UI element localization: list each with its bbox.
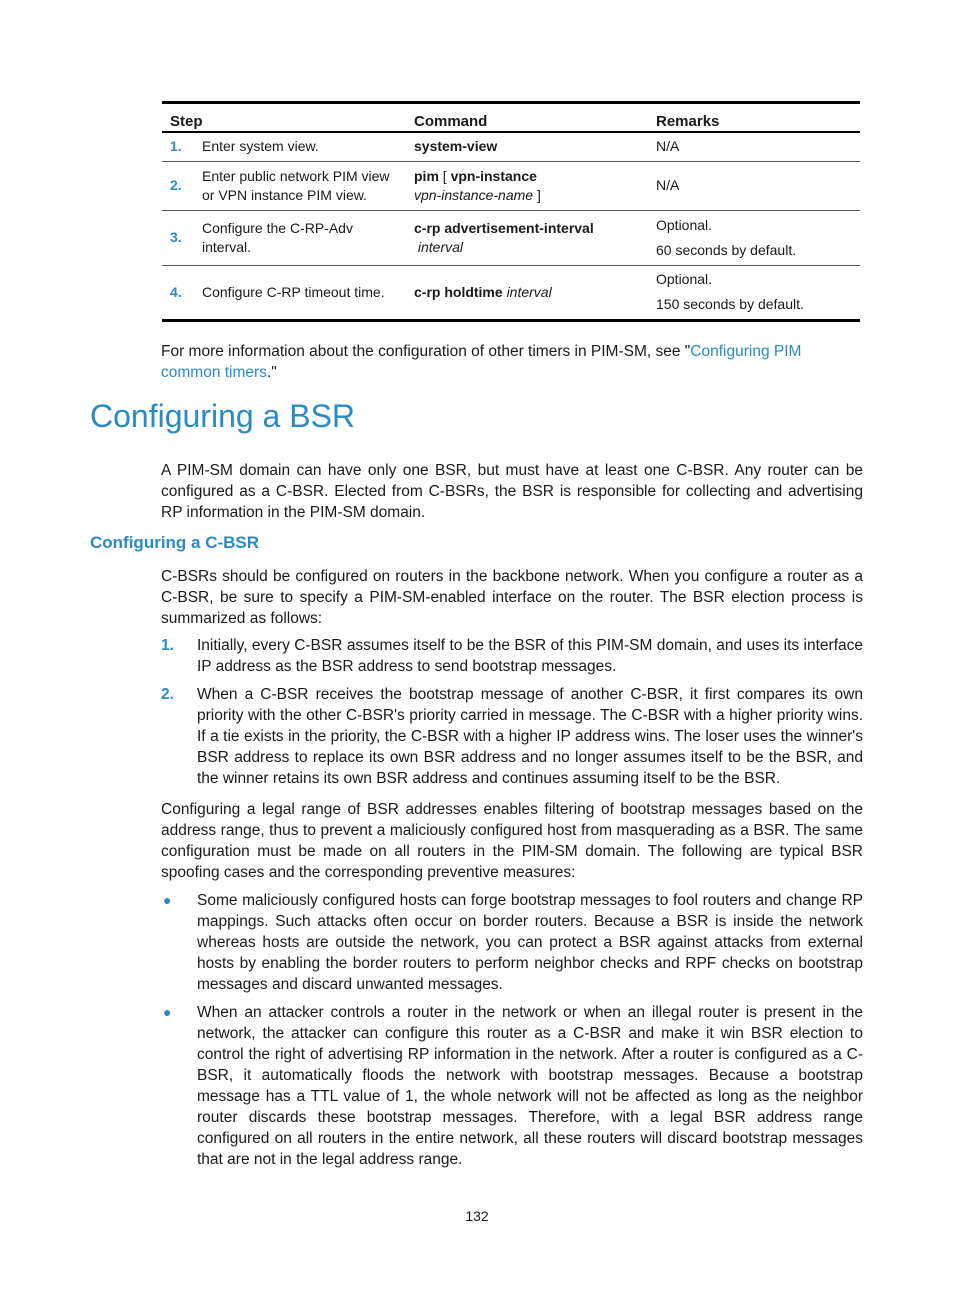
list-item-text: Initially, every C-BSR assumes itself to be the BSR of this PIM-SM domain, and uses its interface IP address as the BSR address to send bootstrap messages. [197,637,863,675]
step-number: 4. [170,283,182,300]
table-header-row [162,103,860,133]
section-title: Configuring a BSR [90,398,356,434]
list-item [161,635,863,677]
command-keyword: pim [414,167,439,184]
command-keyword: c-rp holdtime [414,283,503,300]
command-cell [406,265,648,320]
command-cell [406,161,648,210]
remark-default: 60 seconds by default. [656,241,797,258]
command-keyword: system-view [414,138,498,155]
configuring-pim-common-timers-link[interactable]: Configuring PIM common timers [161,343,802,381]
bullet-icon: ● [163,892,172,908]
remarks-cell [648,161,860,210]
list-item [161,1002,863,1170]
remarks-cell [648,265,860,320]
remark-text: Optional. [656,271,713,287]
command-table [162,101,860,322]
list-item-text: Some maliciously configured hosts can forge bootstrap messages to fool routers and change RP mappings. Such attacks often occur on border routers. Because a BSR is inside the network whereas hosts are outside the network, you can protect a BSR against attacks from external hosts by enabling the border routers to perform neighbor checks and RPF checks on bootstrap messages and discard unwanted messages. [197,892,863,993]
remarks-cell [648,210,860,265]
subsection-title: Configuring a C-BSR [90,533,260,552]
step-description: Configure the C-RP-Adv interval. [194,210,406,265]
step-number: 2. [162,161,194,210]
table-row [162,161,860,210]
table-row [162,210,860,265]
reference-text-end: ." [266,364,277,381]
command-cell [406,210,648,265]
remark-text: N/A [656,177,680,193]
step-description: Enter system view. [194,132,406,161]
command-bracket-close: ] [533,186,541,203]
remarks-cell [648,132,860,161]
column-header-command: Command [406,103,648,133]
subsection-paragraph: C-BSRs should be configured on routers in the backbone network. When you configure a router as a C-BSR, be sure to specify a PIM-SM-enabled interface on the router. The BSR election process is summarized as follows: [161,568,863,627]
bsr-range-paragraph: Configuring a legal range of BSR addresses enables filtering of bootstrap messages based on the address range, thus to prevent a maliciously configured host from masquerading as a BSR. The same configuration must be made on all routers in the PIM-SM domain. The following are typical BSR spoofing cases and the corresponding preventive measures: [161,801,863,881]
section-paragraph: A PIM-SM domain can have only one BSR, but must have at least one C-BSR. Any router can be configured as a C-BSR. Elected from C-BSRs, the BSR is responsible for collecting and advertising RP information in the PIM-SM domain. [161,462,863,521]
reference-text: For more information about the configuration of other timers in PIM-SM, see " [161,343,691,360]
list-item [161,684,863,789]
step-number: 1. [162,132,194,161]
timers-reference-paragraph [161,341,863,383]
command-bracket-open: [ [438,167,451,184]
page-number: 132 [465,1208,489,1224]
command-keyword: c-rp advertisement-interval [414,219,594,236]
remark-default: 150 seconds by default. [656,296,804,312]
list-item-text: When an attacker controls a router in the network or when an illegal router is present in the network, the attacker can configure this router as a C-BSR and make it win BSR election to control the right of advertising RP information in the network. After a router is configured as a C-BSR, it automatically floods the network with bootstrap messages. Because a bootstrap message has a TTL value of 1, the whole network will not be affected as long as the neighbor router discards these bootstrap messages. Therefore, with a legal BSR address range configured on all routers in the entire network, all these routers will discard bootstrap messages that are not in the legal address range. [197,1004,863,1168]
column-header-step: Step [162,103,406,133]
command-argument: interval [417,238,464,255]
command-argument: vpn-instance-name [414,186,534,203]
list-item [161,890,863,995]
list-number: 2. [161,686,174,703]
bullet-icon: ● [163,1004,172,1020]
list-item-text: When a C-BSR receives the bootstrap message of another C-BSR, it first compares its own priority with the other C-BSR's priority carried in message. The C-BSR with a higher priority wins. If a tie exists in the priority, the C-BSR with a higher IP address wins. The loser uses the winner's BSR address to replace its own BSR address and no longer assumes itself to be the BSR, and the winner retains its own BSR address and continues assuming itself to be the BSR. [197,686,863,787]
list-number: 1. [161,637,174,654]
table-row [162,265,860,320]
remark-text: Optional. [656,216,713,233]
command-argument: interval [506,283,552,300]
command-keyword-vpn: vpn-instance [450,167,537,184]
table-row [162,132,860,161]
remark-text: N/A [656,138,680,155]
column-header-remarks: Remarks [648,103,860,133]
step-description: Enter public network PIM view or VPN instance PIM view. [194,161,406,210]
command-cell [406,132,648,161]
step-number: 3. [162,210,194,265]
step-description: Configure C-RP timeout time. [202,283,385,300]
